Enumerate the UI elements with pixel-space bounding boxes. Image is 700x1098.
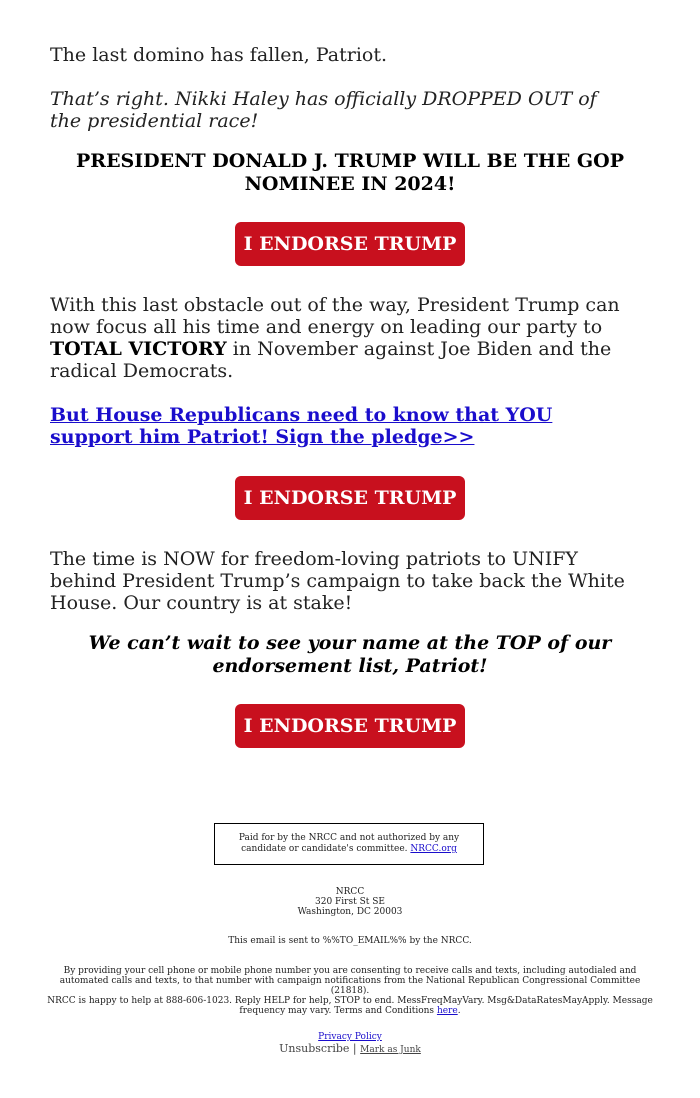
address-street: 320 First St SE: [315, 897, 385, 907]
greeting: The last domino has fallen, Patriot.: [50, 44, 388, 66]
privacy-policy-link[interactable]: Privacy Policy: [318, 1032, 382, 1042]
total-victory-text: TOTAL VICTORY: [50, 338, 227, 360]
help-notice: [45, 996, 655, 1016]
unsubscribe-link[interactable]: Unsubscribe: [279, 1042, 350, 1055]
mailing-address: [0, 887, 700, 917]
unsubscribe-row: [0, 1042, 700, 1057]
para1-start: With this last obstacle out of the way, President Trump can now focus all his time and energy on leading our party to: [50, 294, 620, 338]
mark-as-junk-link[interactable]: Mark as Junk: [360, 1045, 421, 1055]
endorse-button-1[interactable]: I ENDORSE TRUMP: [235, 222, 465, 266]
endorse-button-2[interactable]: I ENDORSE TRUMP: [235, 476, 465, 520]
nrcc-org-link[interactable]: NRCC.org: [410, 844, 457, 854]
closing-line: We can’t wait to see your name at the TOP of our endorsement list, Patriot!: [88, 632, 612, 677]
address-city: Washington, DC 20003: [297, 907, 403, 917]
nominee-headline: PRESIDENT DONALD J. TRUMP WILL BE THE GOP NOMINEE IN 2024!: [76, 150, 624, 195]
help-end: .: [457, 1006, 461, 1016]
sign-pledge-link[interactable]: But House Republicans need to know that YOU support him Patriot! Sign the pledge>>: [50, 404, 553, 448]
endorse-button-3[interactable]: I ENDORSE TRUMP: [235, 704, 465, 748]
sms-consent-notice: By providing your cell phone or mobile phone number you are consenting to receive calls and texts, including autodialed and automated calls and texts, to that number with campaign notifications from the National Republican Congressional Committee (21818).: [59, 966, 641, 996]
address-name: NRCC: [335, 887, 365, 897]
terms-here-link[interactable]: here: [436, 1006, 458, 1016]
obstacle-paragraph: [50, 294, 630, 382]
haley-dropout-line: That’s right. Nikki Haley has officially DROPPED OUT of the presidential race!: [50, 88, 597, 132]
paid-for-box: [214, 823, 484, 865]
unify-paragraph: The time is NOW for freedom-loving patriots to UNIFY behind President Trump’s campaign to take back the White House. Our country is at stake!: [50, 548, 625, 614]
privacy-policy-row: [0, 1032, 700, 1042]
help-text: NRCC is happy to help at 888-606-1023. Reply HELP for help, STOP to end. MessFreqMayVary. Msg&DataRatesMayApply. Message frequency may vary. Terms and Conditions: [47, 996, 653, 1016]
para1-end: in November against Joe Biden and the radical Democrats.: [50, 338, 612, 382]
separator: |: [352, 1042, 357, 1055]
sent-to-notice: This email is sent to %%TO_EMAIL%% by the NRCC.: [228, 936, 472, 946]
paid-for-text: Paid for by the NRCC and not authorized by any candidate or candidate's committee.: [238, 833, 460, 854]
